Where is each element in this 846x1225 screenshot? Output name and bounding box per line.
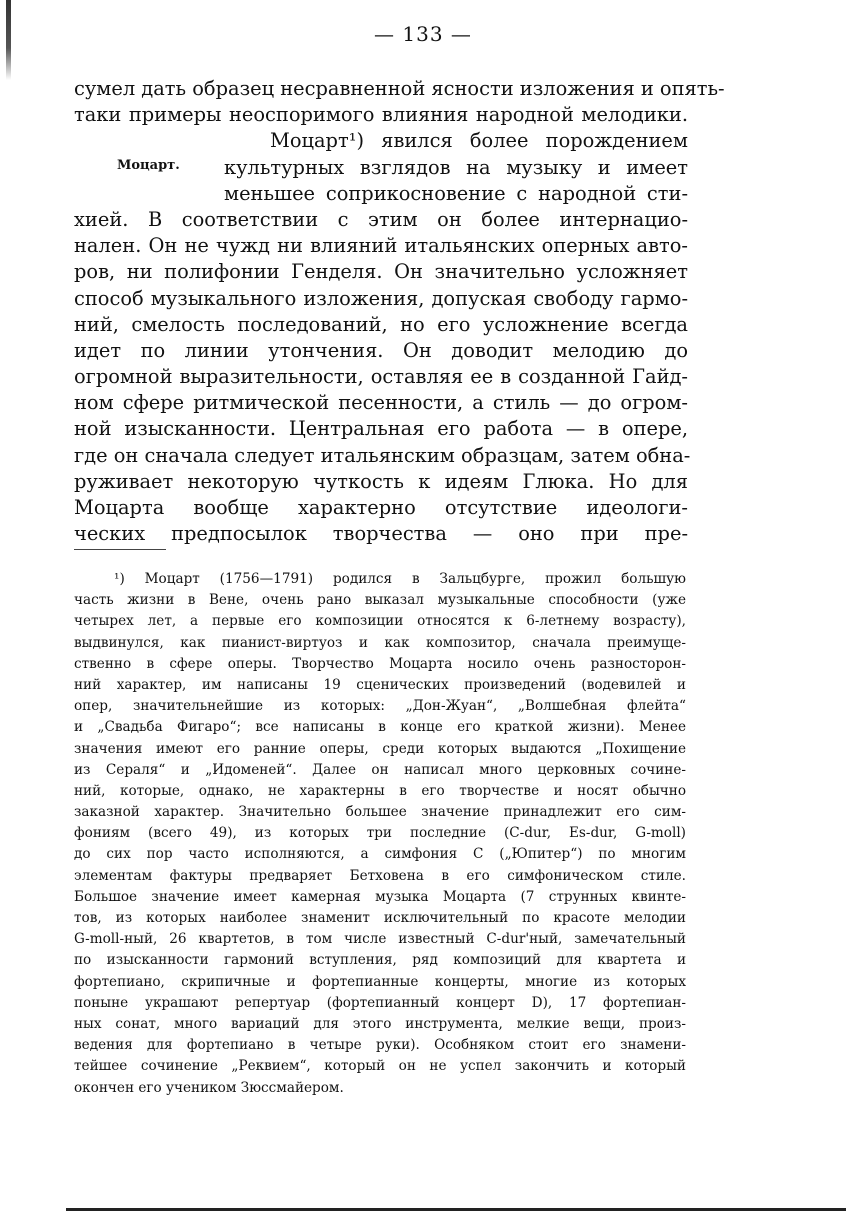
footnote-line: и „Свадьба Фигаро“; все написаны в конце его краткой жизни). Менее: [74, 719, 686, 736]
footnote-line: ных сонат, много вариаций для этого инструмента, мелкие вещи, произ-: [74, 1015, 686, 1032]
footnote-line: заказной характер. Значительно большее значение принадлежит его сим-: [74, 804, 686, 821]
body-line: ном сфере ритмической песенности, а стиль — до огром-: [74, 391, 688, 415]
footnote-line: поныне украшают репертуар (фортепианный концерт D), 17 фортепиан-: [74, 994, 686, 1011]
footnote-line: окончен его учеником Зюссмайером.: [74, 1079, 344, 1096]
footnote-line: фониям (всего 49), из которых три последние (C-dur, Es-dur, G-moll): [74, 825, 686, 842]
body-line: ний, смелость последований, но его усложнение всегда: [74, 312, 688, 336]
main-text: [74, 76, 725, 547]
body-line: руживает некоторую чуткость к идеям Глюка. Но для: [74, 469, 688, 493]
footnote-line: тов, из которых наиболее знаменит исключительный по красоте мелодии: [74, 910, 686, 926]
body-line: способ музыкального изложения, допуская свободу гармо-: [74, 286, 688, 310]
footnote-line: выдвинулся, как пианист-виртуоз и как композитор, сначала преимуще-: [74, 634, 686, 651]
body-line: Моцарта вообще характерно отсутствие идеологи-: [74, 496, 688, 519]
body-line: таки примеры неоспоримого влияния народной мелодики.: [74, 103, 688, 127]
footnote-line: значения имеют его ранние оперы, среди которых выдаются „Похищение: [74, 740, 686, 757]
page-number: — 133 —: [374, 22, 472, 46]
footnote-line: четырех лет, а первые его композиции относятся к 6-летнему возрасту),: [74, 613, 686, 630]
body-line: нален. Он не чужд ни влияний итальянских оперных авто-: [74, 234, 688, 258]
footnote-line: ний, которые, однако, не характерны в его творчестве и носят обычно: [74, 782, 686, 799]
footnote-line: часть жизни в Вене, очень рано выказал музыкальные способности (уже: [74, 592, 686, 609]
body-line: ческих предпосылок творчества — оно при пре-: [74, 522, 688, 546]
body-line: огромной выразительности, оставляя ее в созданной Гайд-: [74, 365, 688, 389]
footnote-line: фортепиано, скрипичные и фортепианные концерты, многие из которых: [74, 973, 686, 990]
footnote-line: до сих пор часто исполняются, а симфония C („Юпитер“) по многим: [74, 846, 686, 863]
body-line: меньшее соприкосновение с народной сти-: [224, 181, 688, 205]
body-line: ров, ни полифонии Генделя. Он значительно усложняет: [74, 260, 688, 284]
footnote-line: из Сераля“ и „Идоменей“. Далее он написал много церковных сочине-: [74, 761, 686, 778]
body-line: ной изысканности. Центральная его работа — в опере,: [74, 417, 688, 441]
body-line: хией. В соответствии с этим он более интернацио-: [74, 207, 688, 231]
footnote-line: ственно в сфере оперы. Творчество Моцарта носило очень разносторон-: [74, 655, 686, 672]
footnote-line: тейшее сочинение „Реквием“, который он не успел закончить и который: [74, 1058, 686, 1075]
body-line: идет по линии утончения. Он доводит мелодию до: [74, 338, 688, 362]
footnote-separator: [74, 549, 166, 550]
footnote-line: ¹) Моцарт (1756—1791) родился в Зальцбурге, прожил большую: [114, 571, 686, 587]
body-line: сумел дать образец несравненной ясности изложения и опять-: [74, 77, 725, 100]
footnote-line: опер, значительнейшие из которых: „Дон-Жуан“, „Волшебная флейта“: [74, 698, 686, 715]
margin-note: Моцарт.: [117, 158, 180, 173]
body-line: где он сначала следует итальянским образцам, затем обна-: [74, 443, 691, 467]
footnote-line: элементам фактуры предваряет Бетховена в его симфоническом стиле.: [74, 867, 686, 884]
bottom-rule: [66, 1208, 846, 1211]
footnote-line: Большое значение имеет камерная музыка Моцарта (7 струнных квинте-: [74, 888, 686, 905]
body-line: культурных взглядов на музыку и имеет: [224, 155, 688, 179]
footnote: [74, 569, 686, 1099]
footnote-line: по изысканности гармоний вступления, ряд композиций для квартета и: [74, 952, 686, 969]
body-line: Моцарт¹) явился более порождением: [270, 129, 688, 153]
footnote-line: ний характер, им написаны 19 сценических произведений (водевилей и: [74, 676, 686, 693]
footnote-line: ведения для фортепиано в четыре руки). Особняком стоит его знамени-: [74, 1037, 686, 1054]
footnote-line: G-moll-ный, 26 квартетов, в том числе известный C-dur'ный, замечательный: [74, 931, 686, 948]
